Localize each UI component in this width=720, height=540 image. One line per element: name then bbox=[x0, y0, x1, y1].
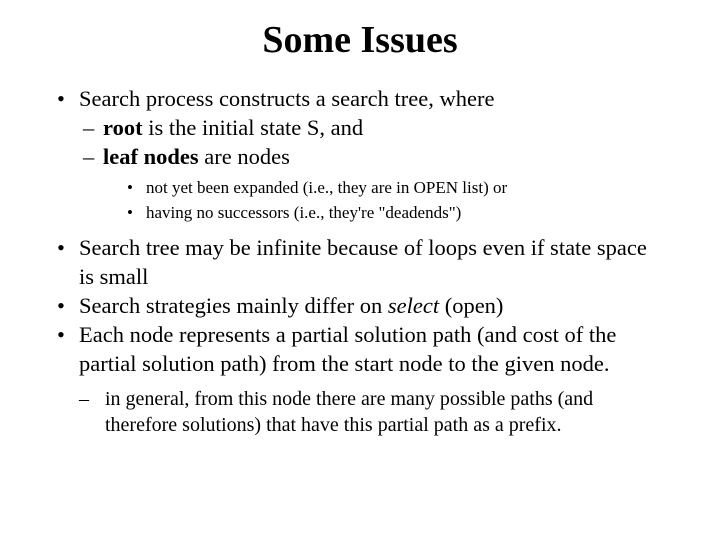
sub-item-root-text: is the initial state S, and bbox=[142, 115, 364, 140]
sub-item-leaf-term: leaf nodes bbox=[103, 144, 199, 169]
sub-list-1 bbox=[83, 113, 667, 171]
bullet-item-2-text: Search tree may be infinite because of loops even if state space is small bbox=[79, 235, 647, 289]
bullet-icon: • bbox=[57, 235, 65, 260]
bullet-icon: • bbox=[57, 293, 65, 318]
bullet-icon: • bbox=[127, 203, 133, 222]
bullet-item-2 bbox=[57, 233, 667, 291]
sub-sub-list bbox=[127, 175, 667, 225]
bullet-icon: • bbox=[57, 86, 65, 111]
bullet-item-3 bbox=[57, 291, 667, 320]
sub-item-leaf-text: are nodes bbox=[198, 144, 290, 169]
sub-sub-item-2 bbox=[127, 200, 667, 225]
sub-list-2 bbox=[79, 386, 667, 438]
sub-sub-item-1-text: not yet been expanded (i.e., they are in OPEN list) or bbox=[146, 178, 508, 197]
sub-item-general bbox=[79, 386, 667, 438]
slide-title: Some Issues bbox=[262, 19, 458, 61]
dash-icon: – bbox=[83, 144, 95, 169]
sub-sub-item-2-text: having no successors (i.e., they're "deadends") bbox=[146, 203, 462, 222]
sub-item-root bbox=[83, 113, 667, 142]
bullet-item-1-text: Search process constructs a search tree, where bbox=[79, 86, 495, 111]
sub-item-leaf-nodes bbox=[83, 142, 667, 171]
bullet-item-3-emphasis: select bbox=[387, 293, 440, 318]
bullet-item-4-text: Each node represents a partial solution path (and cost of the partial solution path) from the start node to the given node. bbox=[79, 322, 617, 376]
slide-body bbox=[57, 84, 667, 438]
sub-item-root-term: root bbox=[103, 115, 143, 140]
sub-sub-item-1 bbox=[127, 175, 667, 200]
bullet-item-1 bbox=[57, 84, 667, 113]
bullet-icon: • bbox=[57, 322, 65, 347]
bullet-item-3-text-after: (open) bbox=[439, 293, 504, 318]
bullet-item-3-text-before: Search strategies mainly differ on bbox=[79, 293, 388, 318]
sub-item-general-text: in general, from this node there are many possible paths (and therefore solutions) that have this partial path as a prefix. bbox=[105, 388, 594, 436]
dash-icon: – bbox=[83, 115, 95, 140]
bullet-item-4 bbox=[57, 320, 667, 378]
bullet-icon: • bbox=[127, 178, 133, 197]
dash-icon: – bbox=[79, 388, 89, 410]
